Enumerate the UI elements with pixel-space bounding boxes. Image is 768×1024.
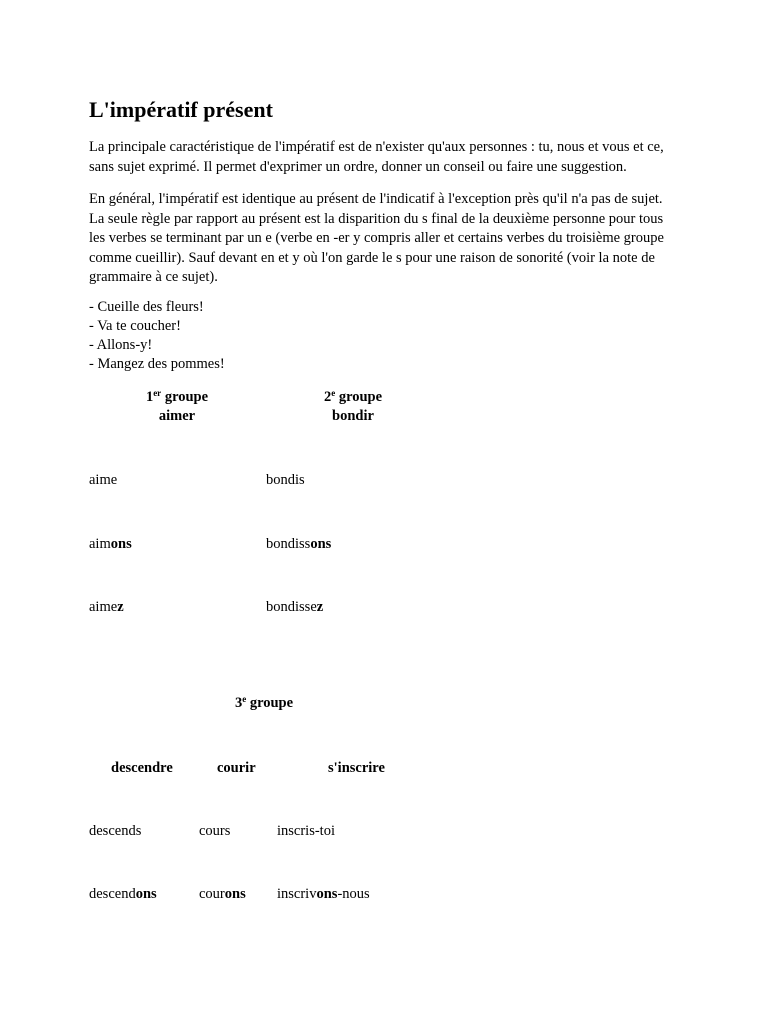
group2-number: 2 [323,389,332,405]
group3-number: 3 [234,695,243,711]
form-stem: descend [89,886,136,902]
group1-ordinal: er [153,388,162,398]
form-ending: z [316,599,324,615]
group2-form [266,598,323,617]
group3-verb: courir [217,760,256,776]
form-tail: -nous [337,886,370,902]
group3-verb: descendre [111,760,173,776]
example-item: - Allons-y! [89,337,153,353]
form-stem: bondiss [266,536,311,552]
form-stem: inscriv [277,886,317,902]
group3-label: groupe [249,695,294,711]
group2-form [266,535,331,554]
group3-form [89,822,141,841]
form-ending: ons [135,886,157,902]
form-stem: descends [89,823,142,839]
group3-header [214,694,314,713]
group1-verb: aimer [158,408,196,424]
group1-form [89,598,124,617]
group1-form [89,535,132,554]
group3-ordinal: e [242,694,247,704]
form-stem: inscris-toi [277,823,335,839]
group1-header [127,388,227,426]
form-ending: ons [316,886,338,902]
group3-form [199,822,230,841]
form-stem: bondis [266,472,305,488]
form-stem: cour [199,886,225,902]
page-title: L'impératif présent [89,97,273,122]
form-stem: cours [199,823,231,839]
example-item: - Mangez des pommes! [89,356,225,372]
form-stem: aim [89,536,111,552]
group2-ordinal: e [331,388,336,398]
group2-verb: bondir [332,408,374,424]
form-stem: bondisse [266,599,317,615]
form-stem: aime [89,599,118,615]
group3-form [277,885,370,904]
group2-label: groupe [338,389,383,405]
group3-form [199,885,246,904]
group1-number: 1 [145,389,154,405]
form-ending: z [117,599,124,615]
examples-list [89,298,225,374]
group3-form [89,885,157,904]
form-ending: ons [224,886,246,902]
group2-form [266,471,305,490]
group1-label: groupe [164,389,209,405]
rule-paragraph: En général, l'impératif est identique au présent de l'indicatif à l'exception près qu'il n'a pas de sujet. La seule règle par rapport au présent est la disparition du s final de la deuxième personne pour tous les verbes se terminant par un e (verbe en -er y compris aller et certains verbes du troisième groupe comme cueillir). Sauf devant en et y où l'on garde le s pour une raison de sonorité (voir la note de grammaire à ce sujet). [89,191,664,285]
group3-verb: s'inscrire [328,760,385,776]
example-item: - Cueille des fleurs! [89,299,204,315]
group3-form [277,822,335,841]
intro-paragraph: La principale caractéristique de l'impératif est de n'exister qu'aux personnes : tu, nous et vous et ce, sans sujet exprimé. Il permet d'exprimer un ordre, donner un conseil ou faire une suggestion. [89,139,664,175]
group1-form [89,471,117,490]
group2-header [303,388,403,426]
form-ending: ons [310,536,332,552]
example-item: - Va te coucher! [89,318,181,334]
form-ending: ons [110,536,132,552]
form-stem: aime [89,472,118,488]
